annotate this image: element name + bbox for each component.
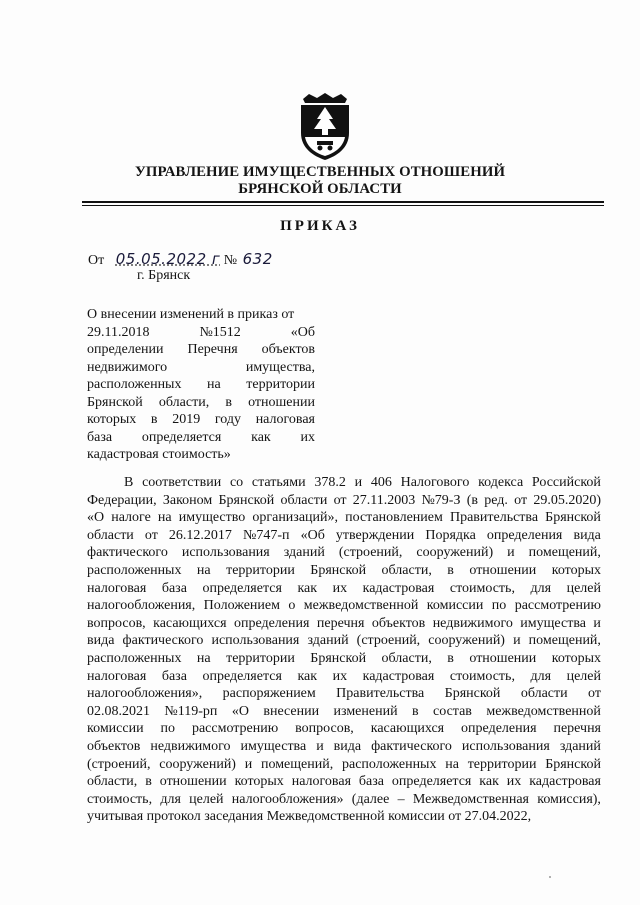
word: ред.	[484, 492, 508, 508]
word: в	[145, 774, 152, 790]
word: области,	[381, 650, 432, 666]
word: сооружений)	[159, 756, 236, 772]
word: Брянской	[545, 510, 601, 526]
word: определяется	[202, 580, 282, 596]
word: для	[530, 668, 552, 684]
word: №1512	[199, 324, 241, 340]
word: имущества,	[245, 359, 315, 375]
word: О внесении изменений в приказ от	[87, 307, 295, 322]
word: Брянской	[444, 686, 501, 702]
word: расположенных	[342, 756, 437, 772]
word: определяется	[141, 429, 222, 445]
word: фактического	[371, 738, 452, 754]
word: о	[288, 598, 296, 614]
word: сооружений)	[428, 633, 505, 649]
word: по	[160, 721, 176, 737]
word: отношении	[159, 774, 227, 790]
word: от	[333, 492, 347, 508]
word: по	[491, 598, 507, 614]
word: стоимость,	[449, 580, 515, 596]
word: налоговая	[255, 412, 315, 427]
word: на	[157, 510, 172, 526]
text-line	[87, 791, 601, 809]
text-line	[87, 544, 601, 562]
word: состав	[433, 703, 472, 719]
word: которых	[551, 650, 601, 666]
word: от	[144, 527, 158, 543]
word: как	[297, 580, 318, 596]
word: году	[214, 412, 242, 427]
word: кодекса	[478, 475, 524, 490]
word: вопросов,	[87, 615, 146, 631]
text-line	[87, 429, 315, 447]
word: объектов	[371, 615, 426, 631]
word: стоимость,	[449, 668, 515, 684]
word: изменений	[333, 703, 398, 719]
text-line	[87, 668, 601, 686]
word: территории	[226, 650, 295, 666]
word: в	[150, 412, 158, 427]
word: на	[196, 562, 211, 578]
word: статьями	[251, 475, 306, 490]
word: и	[354, 475, 363, 490]
word: как	[297, 668, 318, 684]
word: зданий	[559, 738, 601, 754]
word: «О	[231, 703, 249, 719]
word: которых	[234, 774, 284, 790]
word: комиссии	[426, 598, 484, 614]
word: и	[316, 738, 324, 754]
word: области	[520, 686, 568, 702]
word: расположенных	[87, 650, 182, 666]
word: их	[332, 668, 348, 684]
word: в	[225, 394, 232, 410]
word: №747-п	[242, 527, 290, 543]
word: фактического	[87, 545, 168, 561]
word: «Об	[290, 324, 315, 340]
word: целей	[566, 580, 601, 596]
word: определения	[233, 615, 310, 631]
handwritten-date: 05.05.2022 г	[115, 250, 221, 268]
word: 26.12.2017	[168, 527, 232, 543]
word: отношении	[248, 394, 315, 410]
text-line	[87, 720, 601, 738]
text-line	[87, 650, 601, 668]
word: стоимость,	[87, 791, 153, 807]
word: касающихся	[370, 721, 445, 737]
word: Правительства	[336, 686, 425, 702]
word: В	[124, 475, 134, 490]
word: использования	[461, 738, 550, 754]
text-line	[87, 306, 315, 324]
word: комиссия),	[537, 791, 601, 807]
text-line	[87, 738, 601, 756]
word: комиссии	[87, 721, 144, 737]
word: 378.2	[314, 475, 346, 490]
word: на	[445, 756, 459, 772]
word: перечня	[316, 615, 365, 631]
word: как	[479, 774, 499, 790]
word: отношении	[469, 650, 537, 666]
word: внесении	[263, 703, 320, 719]
text-line	[87, 580, 601, 598]
word: перечня	[553, 721, 601, 737]
word: база	[161, 580, 187, 596]
date-number-row	[88, 250, 273, 269]
word: «О	[87, 510, 105, 526]
word: кадастровая	[529, 774, 601, 790]
word: (в	[466, 492, 479, 508]
text-line	[87, 474, 601, 492]
bryansk-coat-of-arms-icon	[295, 93, 355, 161]
word: 27.11.2003	[352, 492, 416, 508]
word: рассмотрению	[191, 721, 279, 737]
word: Налогового	[400, 475, 470, 490]
word: налоговая	[87, 668, 147, 684]
word: (строений,	[338, 545, 403, 561]
word: имущества	[240, 738, 307, 754]
text-line	[87, 376, 315, 394]
word: определяется	[391, 774, 472, 790]
word: Брянской	[218, 492, 275, 508]
word: межведомственной	[303, 598, 419, 614]
word: Законом	[162, 492, 213, 508]
word: соответствии	[142, 475, 222, 490]
word: вида	[87, 633, 115, 649]
word: 406	[370, 475, 392, 490]
word: Правительства	[449, 510, 539, 526]
word: территории	[467, 756, 537, 772]
word: постановлением	[345, 510, 443, 526]
scan-speck	[549, 876, 551, 878]
word: и	[593, 615, 601, 631]
word: Брянской	[310, 650, 367, 666]
text-line	[87, 685, 601, 703]
word: их	[300, 429, 315, 445]
word: которых	[551, 562, 601, 578]
word: 29.11.2018	[87, 324, 150, 340]
text-line	[87, 509, 601, 527]
word: их	[506, 774, 522, 790]
handwritten-number: 632	[242, 250, 273, 268]
word: от	[514, 492, 528, 508]
word: утверждении	[335, 527, 415, 543]
word: сооружений)	[416, 545, 494, 561]
word: определении	[87, 342, 164, 357]
word: кадастровая	[362, 668, 435, 684]
word: «Об	[300, 527, 325, 543]
text-line	[87, 773, 601, 791]
word: Перечня	[187, 342, 238, 357]
word: объектов	[261, 342, 315, 357]
text-line	[87, 562, 601, 580]
word: определения	[486, 527, 563, 543]
word: расположенных	[87, 377, 182, 392]
word: касающихся	[153, 615, 227, 631]
word: вида	[333, 738, 362, 754]
word: рассмотрению	[514, 598, 601, 614]
word: №79-З	[421, 492, 461, 508]
word: база	[161, 668, 187, 684]
word: помещений,	[528, 633, 601, 649]
word: со	[229, 475, 244, 490]
word: налогообложения»	[231, 791, 344, 807]
word: Порядка	[425, 527, 476, 543]
word: которых	[87, 412, 137, 427]
word: 2019	[172, 412, 201, 427]
word: территории	[246, 377, 315, 392]
word: расположенных	[87, 562, 182, 578]
word: использования	[181, 545, 270, 561]
word: (строений,	[356, 633, 421, 649]
city-label: г. Брянск	[137, 268, 191, 283]
word: налогообложения»,	[87, 686, 203, 702]
word: отношении	[469, 562, 537, 578]
word: для	[530, 580, 552, 596]
word: определяется	[202, 668, 282, 684]
header-divider-thin	[82, 205, 604, 206]
word: кадастровая	[362, 580, 435, 596]
word: целей	[566, 668, 601, 684]
word: и	[244, 756, 253, 772]
organization-name-line2: БРЯНСКОЙ ОБЛАСТИ	[238, 181, 402, 197]
word: недвижимого	[150, 738, 231, 754]
word: области,	[87, 774, 138, 790]
order-body-text	[87, 474, 601, 826]
word: области,	[158, 394, 210, 410]
word: области	[280, 492, 328, 508]
word: области,	[381, 562, 432, 578]
word: в	[447, 650, 454, 666]
order-subject	[87, 306, 315, 464]
word: на	[196, 650, 211, 666]
date-prefix: От	[88, 253, 105, 268]
word: использования	[211, 633, 300, 649]
text-line	[87, 359, 315, 377]
word: Межведомственная	[412, 791, 529, 807]
word: недвижимого	[87, 359, 168, 375]
word: база	[358, 774, 385, 790]
word: налогообложения,	[87, 598, 196, 614]
word: помещений,	[528, 545, 601, 561]
text-line	[87, 808, 601, 826]
header-divider	[82, 201, 604, 203]
word: 29.05.2020)	[533, 492, 601, 508]
word: учитывая протокол заседания Межведомственной комиссии от 27.04.2022,	[87, 809, 532, 825]
word: межведомственной	[486, 703, 601, 719]
word: Положением	[203, 598, 280, 614]
word: организаций»,	[252, 510, 339, 526]
text-line	[87, 394, 315, 412]
organization-name-line1: УПРАВЛЕНИЕ ИМУЩЕСТВЕННЫХ ОТНОШЕНИЙ	[134, 164, 506, 180]
word: в	[412, 703, 419, 719]
text-line	[87, 446, 315, 464]
word: объектов	[87, 738, 141, 754]
text-line	[87, 615, 601, 633]
word: вопросов,	[295, 721, 354, 737]
word: зданий	[307, 633, 349, 649]
text-line	[87, 324, 315, 342]
word: их	[332, 580, 348, 596]
word: в	[447, 562, 454, 578]
word: целей	[189, 791, 224, 807]
word: и	[513, 633, 521, 649]
text-line	[87, 492, 601, 510]
word: зданий	[283, 545, 325, 561]
word: Российской	[531, 475, 601, 490]
word: налоговая	[87, 580, 147, 596]
text-line	[87, 756, 601, 774]
word: и	[507, 545, 515, 561]
document-type-title: ПРИКАЗ	[280, 218, 360, 234]
word: имущество	[178, 510, 246, 526]
text-line	[87, 341, 315, 359]
word: (далее	[351, 791, 390, 807]
number-sign: №	[223, 253, 238, 268]
word: налоге	[111, 510, 151, 526]
word: Брянской	[310, 562, 367, 578]
word: определения	[461, 721, 537, 737]
word: Брянской	[545, 756, 601, 772]
word: распоряжением	[222, 686, 316, 702]
word: вида	[573, 527, 601, 543]
word: территории	[226, 562, 295, 578]
text-line	[87, 632, 601, 650]
word: Брянской	[87, 394, 143, 410]
text-line	[87, 703, 601, 721]
word: для	[160, 791, 181, 807]
word: от	[588, 686, 601, 702]
word: фактического	[122, 633, 204, 649]
word: недвижимого	[432, 615, 513, 631]
word: №119-рп	[164, 703, 218, 719]
word: база	[87, 429, 113, 445]
word: помещений,	[260, 756, 334, 772]
text-line	[87, 597, 601, 615]
word: на	[207, 377, 221, 392]
word: (строений,	[87, 756, 151, 772]
text-line	[87, 527, 601, 545]
word: –	[397, 791, 405, 807]
text-line	[87, 411, 315, 429]
word: налоговая	[291, 774, 352, 790]
word: имущества	[520, 615, 586, 631]
word: как	[251, 429, 271, 445]
word: области	[87, 527, 134, 543]
word: Федерации,	[87, 492, 157, 508]
word: кадастровая стоимость»	[87, 447, 231, 462]
word: 02.08.2021	[87, 703, 150, 719]
